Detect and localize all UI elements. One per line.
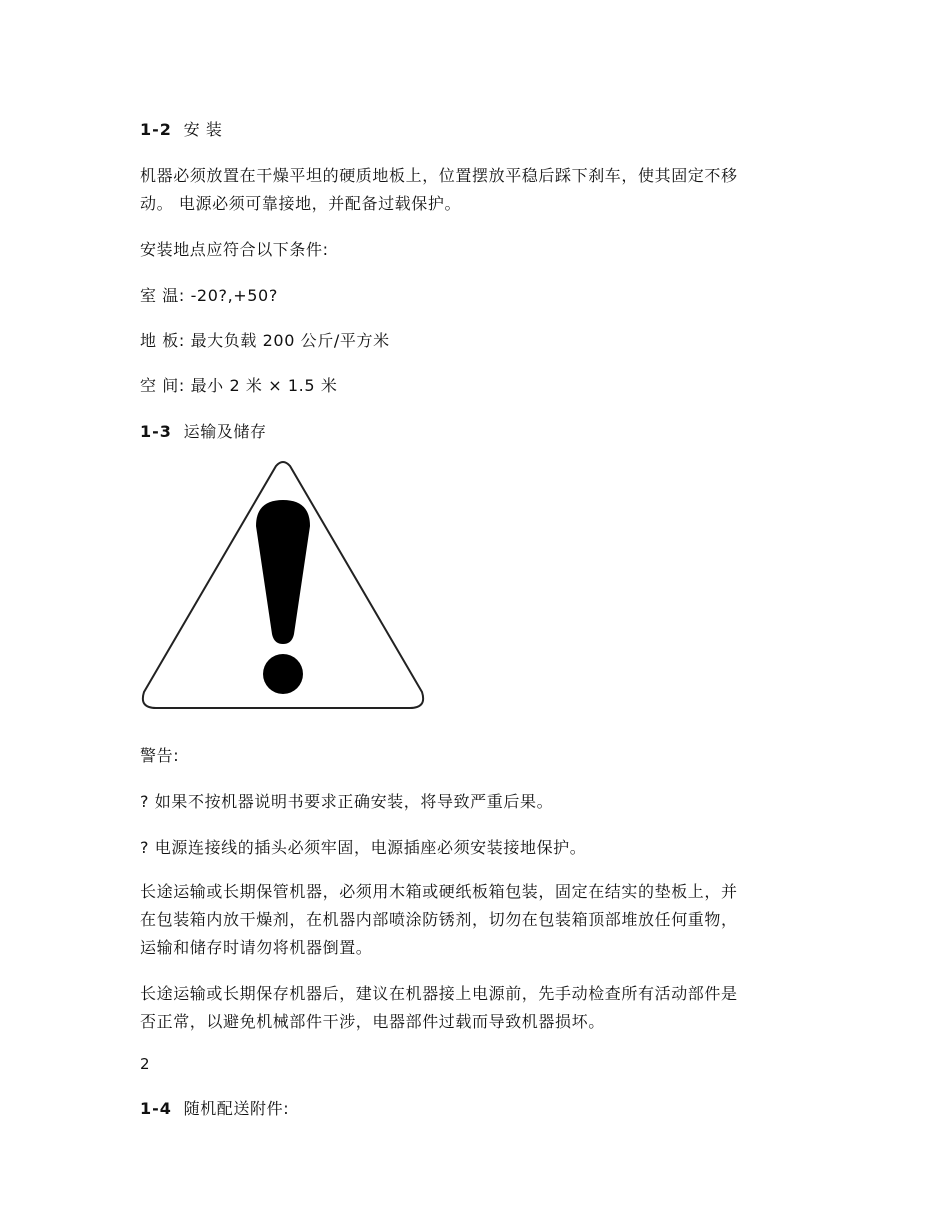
conditions-intro: 安装地点应符合以下条件:	[140, 240, 329, 259]
section-1-2-heading	[140, 120, 222, 140]
warning-label: 警告:	[140, 746, 180, 765]
section-number: 1-4	[140, 1099, 172, 1118]
condition-floor: 地 板: 最大负载 200 公斤/平方米	[140, 331, 390, 350]
warning-item: ? 如果不按机器说明书要求正确安装，将导致严重后果。	[140, 792, 554, 811]
section-number: 1-3	[140, 422, 172, 441]
warning-icon	[140, 456, 426, 712]
paragraph-line: 长途运输或长期保存机器后，建议在机器接上电源前，先手动检查所有活动部件是	[140, 984, 738, 1003]
section-title: 运输及储存	[183, 422, 267, 441]
condition-temperature: 室 温: -20?,+50?	[140, 286, 278, 305]
warning-item: ? 电源连接线的插头必须牢固，电源插座必须安装接地保护。	[140, 838, 587, 857]
section-title: 安 装	[183, 120, 223, 139]
page-number: 2	[140, 1055, 151, 1073]
check-paragraph	[140, 980, 805, 1036]
section-title: 随机配送附件:	[183, 1099, 290, 1118]
transport-paragraph	[140, 878, 805, 962]
paragraph-line: 动。 电源必须可靠接地，并配备过载保护。	[140, 194, 462, 213]
paragraph-line: 运输和储存时请勿将机器倒置。	[140, 938, 373, 957]
paragraph-line: 在包装箱内放干燥剂，在机器内部喷涂防锈剂，切勿在包装箱顶部堆放任何重物，	[140, 910, 738, 929]
paragraph-line: 机器必须放置在干燥平坦的硬质地板上，位置摆放平稳后踩下刹车，使其固定不移	[140, 166, 738, 185]
condition-space: 空 间: 最小 2 米 × 1.5 米	[140, 376, 338, 395]
paragraph-line: 否正常，以避免机械部件干涉，电器部件过载而导致机器损坏。	[140, 1012, 605, 1031]
installation-paragraph	[140, 162, 805, 218]
section-1-3-heading	[140, 422, 267, 442]
paragraph-line: 长途运输或长期保管机器，必须用木箱或硬纸板箱包装，固定在结实的垫板上，并	[140, 882, 738, 901]
section-number: 1-2	[140, 120, 172, 139]
section-1-4-heading	[140, 1099, 289, 1119]
